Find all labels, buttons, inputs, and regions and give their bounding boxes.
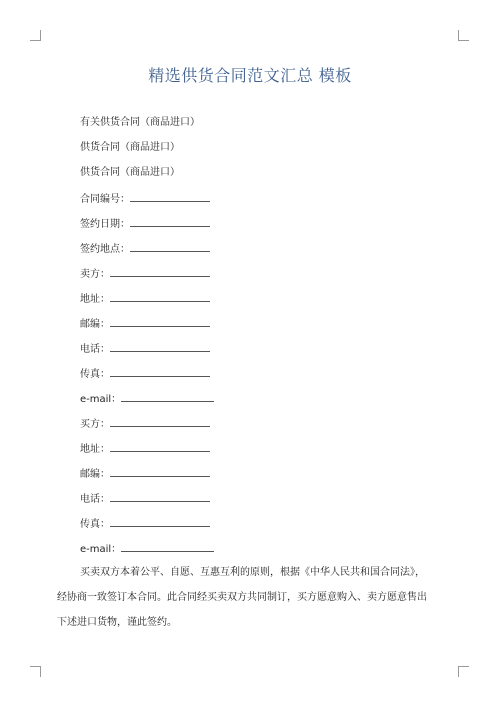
body-paragraph-line-1: 买卖双方本着公平、自愿、互惠互利的原则，根据《中华人民共和国合同法》， [80,567,425,578]
blank-underline [130,191,210,202]
blank-underline [110,266,210,277]
crop-mark-bottom-left [30,666,41,677]
field-label: 电话： [80,344,110,355]
field-label: 邮编： [80,469,110,480]
field-seller-phone [80,341,210,357]
crop-mark-bottom-right [458,666,469,677]
blank-underline [110,341,210,352]
body-paragraph-line-3: 下述进口货物，谨此签约。 [57,617,177,628]
field-seller-email [80,391,214,407]
blank-underline [110,441,210,452]
blank-underline [130,216,210,227]
field-label: 邮编： [80,319,110,330]
heading-line-1: 有关供货合同（商品进口） [80,117,200,128]
blank-underline [110,416,210,427]
crop-mark-top-right [458,30,469,41]
field-buyer-phone [80,491,210,507]
blank-underline [110,291,210,302]
field-label: 地址： [80,294,110,305]
blank-underline [121,541,214,552]
heading-line-2: 供货合同（商品进口） [80,142,180,153]
field-buyer-fax [80,516,210,532]
field-buyer-postcode [80,466,210,482]
body-paragraph-line-2: 经协商一致签订本合同。此合同经买卖双方共同制订，买方愿意购入、卖方愿意售出 [57,592,427,603]
field-contract-number [80,191,210,207]
field-seller-postcode [80,316,210,332]
blank-underline [110,491,210,502]
field-label: 卖方： [80,269,110,280]
field-buyer-address [80,441,210,457]
field-label: 合同编号： [80,194,130,205]
blank-underline [110,366,210,377]
field-seller-fax [80,366,210,382]
field-label: 签约日期： [80,219,130,230]
field-label: 签约地点： [80,244,130,255]
field-label: 传真： [80,519,110,530]
field-label: 买方： [80,419,110,430]
field-sign-place [80,241,210,257]
field-label: 电话： [80,494,110,505]
blank-underline [110,466,210,477]
field-label: e-mail： [80,394,122,405]
blank-underline [121,391,214,402]
field-label: 传真： [80,369,110,380]
field-seller [80,266,210,282]
field-buyer-email [80,541,214,557]
blank-underline [110,316,210,327]
field-seller-address [80,291,210,307]
field-sign-date [80,216,210,232]
crop-mark-top-left [30,30,41,41]
field-buyer [80,416,210,432]
blank-underline [110,516,210,527]
document-title: 精选供货合同范文汇总 模板 [148,66,352,85]
field-label: 地址： [80,444,110,455]
blank-underline [130,241,210,252]
heading-line-3: 供货合同（商品进口） [80,167,180,178]
field-label: e-mail： [80,544,122,555]
